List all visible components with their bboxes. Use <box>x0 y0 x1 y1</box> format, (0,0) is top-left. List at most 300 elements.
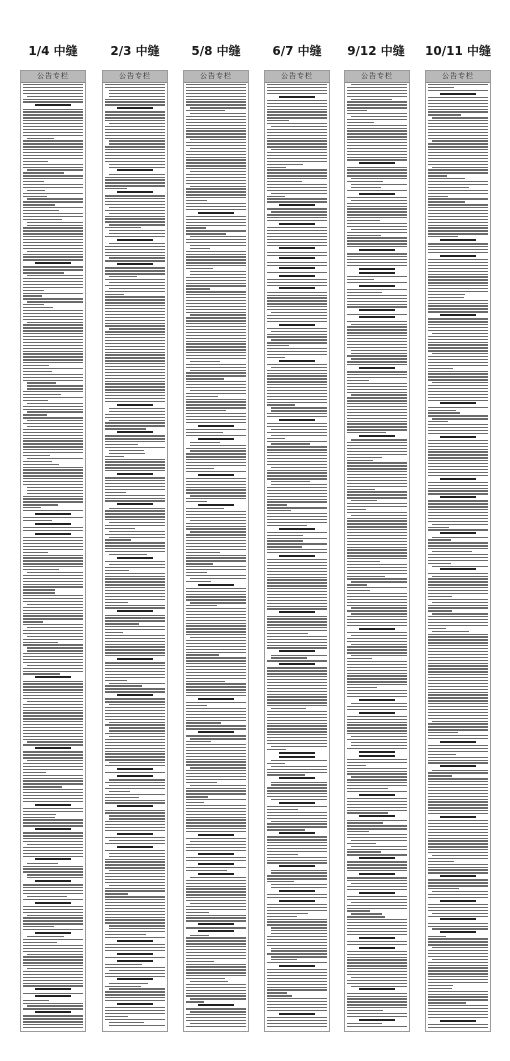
notice-text-line <box>267 236 327 237</box>
notice-text-line <box>347 113 407 114</box>
notice-text-line <box>428 539 451 540</box>
notice-text-line <box>267 196 285 197</box>
notice-text-line <box>347 503 407 504</box>
notice-text-line <box>267 660 327 661</box>
notice-text-line <box>267 423 327 424</box>
notice-text-line <box>186 552 220 553</box>
notice-text-line <box>23 461 52 462</box>
notice-text-line <box>428 596 452 597</box>
notice-text-line <box>186 381 246 382</box>
notice-text-line <box>23 475 83 476</box>
notice-text-line <box>347 851 381 852</box>
notice-text-line <box>267 769 327 770</box>
notice-text-line <box>428 563 451 564</box>
notice-text-line <box>27 627 83 628</box>
notice-heading-line <box>440 478 476 480</box>
notice-text-line <box>347 151 407 152</box>
notice-text-line <box>105 492 126 493</box>
notice-text-line <box>428 846 488 847</box>
notice-text-line <box>105 398 165 399</box>
notice-text-line <box>105 182 165 183</box>
strip-text-body <box>347 84 407 1029</box>
notice-text-line <box>347 716 407 717</box>
notice-text-line <box>347 771 407 772</box>
notice-text-line <box>267 1026 327 1027</box>
notice-text-line <box>109 230 165 231</box>
notice-text-line <box>105 710 165 711</box>
notice-text-line <box>105 104 165 105</box>
notice-text-line <box>428 706 488 707</box>
notice-text-line <box>428 359 488 360</box>
notice-text-line <box>23 207 83 208</box>
notice-text-line <box>267 387 327 388</box>
notice-text-line <box>347 567 407 568</box>
notice-text-line <box>23 906 83 907</box>
notice-text-line <box>23 835 83 836</box>
notice-text-line <box>105 221 165 222</box>
notice-text-line <box>347 925 407 926</box>
notice-text-line <box>428 227 488 228</box>
notice-text-line <box>23 330 83 331</box>
notice-text-line <box>186 796 208 797</box>
notice-text-line <box>105 551 165 552</box>
notice-text-line <box>347 130 407 131</box>
notice-text-line <box>267 647 327 648</box>
notice-text-line <box>105 570 129 571</box>
notice-text-line <box>428 225 488 226</box>
notice-text-line <box>347 386 407 387</box>
notice-text-line <box>428 222 488 223</box>
notice-text-line <box>23 440 83 441</box>
notice-text-line <box>23 671 83 672</box>
notice-text-line <box>23 560 83 561</box>
notice-text-line <box>186 523 246 524</box>
notice-text-line <box>267 87 327 88</box>
notice-heading-line <box>198 863 234 865</box>
notice-text-line <box>23 695 83 696</box>
strip-text-body <box>428 84 488 1029</box>
notice-text-line <box>23 233 83 234</box>
notice-text-line <box>347 578 407 579</box>
notice-text-line <box>105 548 165 549</box>
notice-text-line <box>428 926 488 927</box>
notice-text-line <box>186 1001 204 1002</box>
notice-text-line <box>186 116 246 117</box>
notice-text-line <box>267 591 327 592</box>
notice-text-line <box>267 446 327 447</box>
notice-text-line <box>186 649 246 650</box>
notice-text-line <box>109 722 165 723</box>
notice-heading-line <box>359 272 395 274</box>
notice-text-line <box>186 909 246 910</box>
notice-text-line <box>186 128 246 129</box>
notice-text-line <box>105 542 165 543</box>
notice-text-line <box>428 838 488 839</box>
notice-text-line <box>267 396 327 397</box>
notice-text-line <box>267 487 327 488</box>
notice-text-line <box>186 625 246 626</box>
notice-text-line <box>186 206 246 207</box>
notice-text-line <box>186 216 246 217</box>
notice-text-line <box>351 840 407 841</box>
notice-text-line <box>347 400 407 401</box>
notice-text-line <box>109 1022 144 1023</box>
notice-text-line <box>428 680 488 681</box>
notice-text-line <box>27 388 83 389</box>
notice-text-line <box>428 988 452 989</box>
notice-text-line <box>23 1018 83 1019</box>
notice-text-line <box>267 100 327 101</box>
notice-text-line <box>105 392 165 393</box>
notice-text-line <box>271 657 307 658</box>
notice-text-line <box>347 371 407 372</box>
notice-text-line <box>347 157 407 158</box>
notice-text-line <box>105 623 139 624</box>
notice-text-line <box>428 944 488 945</box>
notice-text-line <box>347 409 407 410</box>
notice-text-line <box>105 1007 165 1008</box>
notice-heading-line <box>198 923 234 925</box>
notice-text-line <box>428 155 488 156</box>
notice-text-line <box>186 975 246 976</box>
notice-text-line <box>267 645 327 646</box>
notice-text-line <box>428 327 488 328</box>
notice-text-line <box>186 122 246 123</box>
notice-text-line <box>428 967 488 968</box>
notice-text-line <box>432 770 488 771</box>
notice-text-line <box>347 730 407 731</box>
notice-text-line <box>23 721 83 722</box>
notice-text-line <box>428 500 488 501</box>
notice-text-line <box>428 677 488 678</box>
notice-text-line <box>267 904 327 905</box>
notice-text-line <box>105 646 165 647</box>
column-label-5-8: 5/8 中缝 <box>191 44 241 58</box>
notice-text-line <box>432 631 469 632</box>
notice-text-line <box>347 136 407 137</box>
notice-text-line <box>267 155 327 156</box>
notice-text-line <box>23 446 83 447</box>
notice-text-line <box>109 853 165 854</box>
notice-text-line <box>105 964 142 965</box>
notice-text-line <box>428 410 456 411</box>
notice-text-line <box>23 109 83 110</box>
notice-text-line <box>105 291 165 292</box>
notice-text-line <box>347 486 407 487</box>
notice-text-line <box>351 644 407 645</box>
notice-text-line <box>105 882 165 883</box>
notice-text-line <box>267 164 303 165</box>
notice-text-line <box>186 180 246 181</box>
notice-text-line <box>27 647 83 648</box>
notice-text-line <box>186 341 246 342</box>
notice-text-line <box>267 441 327 442</box>
notice-text-line <box>23 584 83 585</box>
notice-text-line <box>186 987 246 988</box>
notice-text-line <box>428 469 488 470</box>
notice-text-line <box>23 236 83 237</box>
notice-text-line <box>186 407 246 408</box>
notice-text-line <box>23 423 83 424</box>
notice-text-line <box>347 590 370 591</box>
notice-text-line <box>428 557 488 558</box>
notice-text-line <box>347 96 407 97</box>
notice-text-line <box>267 642 327 643</box>
notice-text-line <box>347 661 407 662</box>
notice-text-line <box>186 984 246 985</box>
notice-text-line <box>347 526 407 527</box>
notice-text-line <box>186 168 246 169</box>
notice-text-line <box>428 204 488 205</box>
notice-heading-line <box>35 104 71 106</box>
notice-text-line <box>267 921 327 922</box>
notice-text-line <box>267 120 289 121</box>
notice-text-line <box>27 190 45 191</box>
notice-text-line <box>347 605 407 606</box>
notice-text-line <box>23 530 83 531</box>
notice-text-line <box>428 210 488 211</box>
notice-text-line <box>186 640 246 641</box>
notice-text-line <box>186 894 246 895</box>
notice-text-line <box>190 841 246 842</box>
notice-text-line <box>105 299 165 300</box>
notice-text-line <box>105 879 165 880</box>
notice-text-line <box>190 245 246 246</box>
notice-text-line <box>186 183 246 184</box>
notice-text-line <box>267 696 327 697</box>
notice-text-line <box>428 350 488 351</box>
notice-text-line <box>23 817 55 818</box>
notice-text-line <box>267 809 298 810</box>
notice-text-line <box>271 927 327 928</box>
notice-text-line <box>267 670 327 671</box>
notice-text-line <box>351 358 407 359</box>
notice-text-line <box>23 569 59 570</box>
notice-text-line <box>267 393 327 394</box>
notice-text-line <box>271 484 327 485</box>
notice-text-line <box>267 370 327 371</box>
notice-heading-line <box>279 611 315 613</box>
notice-text-line <box>428 243 488 244</box>
notice-text-line <box>428 440 488 441</box>
notice-text-line <box>23 449 83 450</box>
notice-text-line <box>105 464 165 465</box>
notice-text-line <box>428 371 488 372</box>
notice-text-line <box>186 844 246 845</box>
notice-heading-line <box>359 988 395 990</box>
notice-text-line <box>428 689 488 690</box>
notice-text-line <box>109 288 165 289</box>
notice-heading-line <box>440 900 476 902</box>
notice-text-line <box>23 704 83 705</box>
notice-text-line <box>23 132 83 133</box>
notice-text-line <box>186 119 246 120</box>
column-label-10-11: 10/11 中缝 <box>425 44 491 58</box>
notice-text-line <box>347 361 407 362</box>
notice-text-line <box>109 531 165 532</box>
notice-text-line <box>190 998 246 999</box>
notice-text-line <box>23 120 83 121</box>
notice-text-line <box>267 146 327 147</box>
notice-text-line <box>186 372 246 373</box>
notice-text-line <box>186 599 246 600</box>
notice-text-line <box>347 90 407 91</box>
notice-text-line <box>23 501 83 502</box>
notice-text-line <box>186 268 213 269</box>
notice-text-line <box>23 219 62 220</box>
notice-text-line <box>267 616 327 617</box>
notice-text-line <box>23 692 83 693</box>
notice-text-line <box>23 710 83 711</box>
notice-text-line <box>271 782 327 783</box>
notice-text-line <box>347 262 407 263</box>
notice-text-line <box>267 682 327 683</box>
notice-text-line <box>186 886 246 887</box>
notice-text-line <box>267 375 327 376</box>
notice-text-line <box>267 989 327 990</box>
notice-text-line <box>428 252 488 253</box>
notice-text-line <box>428 246 488 247</box>
notice-text-line <box>428 796 488 797</box>
notice-text-line <box>105 218 165 219</box>
notice-text-line <box>347 175 407 176</box>
notice-text-line <box>186 917 246 918</box>
notice-text-line <box>109 522 165 523</box>
notice-text-line <box>271 950 327 951</box>
notice-text-line <box>27 382 56 383</box>
notice-text-line <box>105 859 165 860</box>
notice-text-line <box>271 930 327 931</box>
notice-text-line <box>347 1016 407 1017</box>
notice-text-line <box>186 335 246 336</box>
notice-text-line <box>105 626 165 627</box>
notice-text-line <box>267 297 327 298</box>
notice-text-line <box>432 117 488 118</box>
notice-text-line <box>105 719 165 720</box>
notice-text-line <box>347 483 407 484</box>
notice-text-line <box>428 732 458 733</box>
notice-text-line <box>105 323 165 324</box>
notice-text-line <box>347 110 367 111</box>
notice-heading-line <box>440 568 476 570</box>
notice-text-line <box>267 328 327 329</box>
notice-text-line <box>186 681 225 682</box>
notice-text-line <box>186 683 246 684</box>
notice-heading-line <box>279 528 315 530</box>
notice-text-line <box>267 461 327 462</box>
notice-text-line <box>347 880 407 881</box>
notice-text-line <box>347 968 407 969</box>
notice-text-line <box>267 245 327 246</box>
notice-text-line <box>27 877 83 878</box>
notice-text-line <box>190 390 246 391</box>
notice-text-line <box>23 184 83 185</box>
notice-text-line <box>23 391 83 392</box>
notice-text-line <box>428 430 488 431</box>
notice-text-line <box>105 354 165 355</box>
notice-text-line <box>190 767 246 768</box>
notice-text-line <box>267 571 327 572</box>
notice-heading-line <box>117 833 153 835</box>
notice-text-line <box>23 400 48 401</box>
notice-text-line <box>186 242 246 243</box>
notice-text-line <box>186 850 246 851</box>
notice-text-line <box>186 799 246 800</box>
notice-text-line <box>347 223 407 224</box>
notice-text-line <box>105 395 165 396</box>
notice-heading-line <box>117 1003 153 1005</box>
notice-text-line <box>23 324 83 325</box>
notice-text-line <box>105 444 138 445</box>
notice-text-line <box>347 211 407 212</box>
notice-text-line <box>186 657 246 658</box>
notice-text-line <box>23 472 83 473</box>
newspaper-strip-5-8 <box>183 70 249 1032</box>
notice-text-line <box>23 956 83 957</box>
notice-text-line <box>428 723 488 724</box>
notice-text-line <box>267 455 327 456</box>
notice-heading-line <box>35 804 71 806</box>
notice-text-line <box>432 576 488 577</box>
notice-text-line <box>186 675 246 676</box>
notice-text-line <box>186 96 246 97</box>
notice-text-line <box>105 905 165 906</box>
notice-text-line <box>105 581 165 582</box>
notice-text-line <box>23 543 83 544</box>
notice-text-line <box>105 188 127 189</box>
notice-text-line <box>428 923 488 924</box>
notice-text-line <box>428 385 488 386</box>
notice-text-line <box>27 760 83 761</box>
notice-text-line <box>186 277 246 278</box>
notice-text-line <box>428 790 488 791</box>
notice-text-line <box>347 831 369 832</box>
notice-text-line <box>347 547 407 548</box>
notice-text-line <box>186 396 218 397</box>
notice-text-line <box>428 149 488 150</box>
notice-text-line <box>347 292 382 293</box>
notice-text-line <box>190 139 246 140</box>
notice-text-line <box>109 1025 165 1026</box>
notice-text-line <box>23 193 83 194</box>
notice-text-line <box>432 167 488 168</box>
notice-text-line <box>428 973 488 974</box>
notice-text-line <box>109 123 165 124</box>
notice-text-line <box>428 804 488 805</box>
notice-heading-line <box>117 940 153 942</box>
notice-text-line <box>428 950 488 951</box>
notice-text-line <box>23 653 83 654</box>
notice-text-line <box>190 442 220 443</box>
notice-text-line <box>186 355 246 356</box>
notice-text-line <box>105 87 165 88</box>
notice-text-line <box>186 133 246 134</box>
notice-text-line <box>27 301 83 302</box>
notice-text-line <box>267 975 327 976</box>
notice-text-line <box>27 968 83 969</box>
notice-text-line <box>23 187 83 188</box>
notice-text-line <box>190 1023 246 1024</box>
notice-text-line <box>347 573 407 574</box>
notice-text-line <box>186 93 246 94</box>
notice-text-line <box>186 136 246 137</box>
notice-text-line <box>186 203 246 204</box>
notice-heading-line <box>35 828 71 830</box>
notice-text-line <box>23 432 83 433</box>
notice-text-line <box>351 581 407 582</box>
notice-text-line <box>267 621 327 622</box>
notice-text-line <box>186 285 246 286</box>
